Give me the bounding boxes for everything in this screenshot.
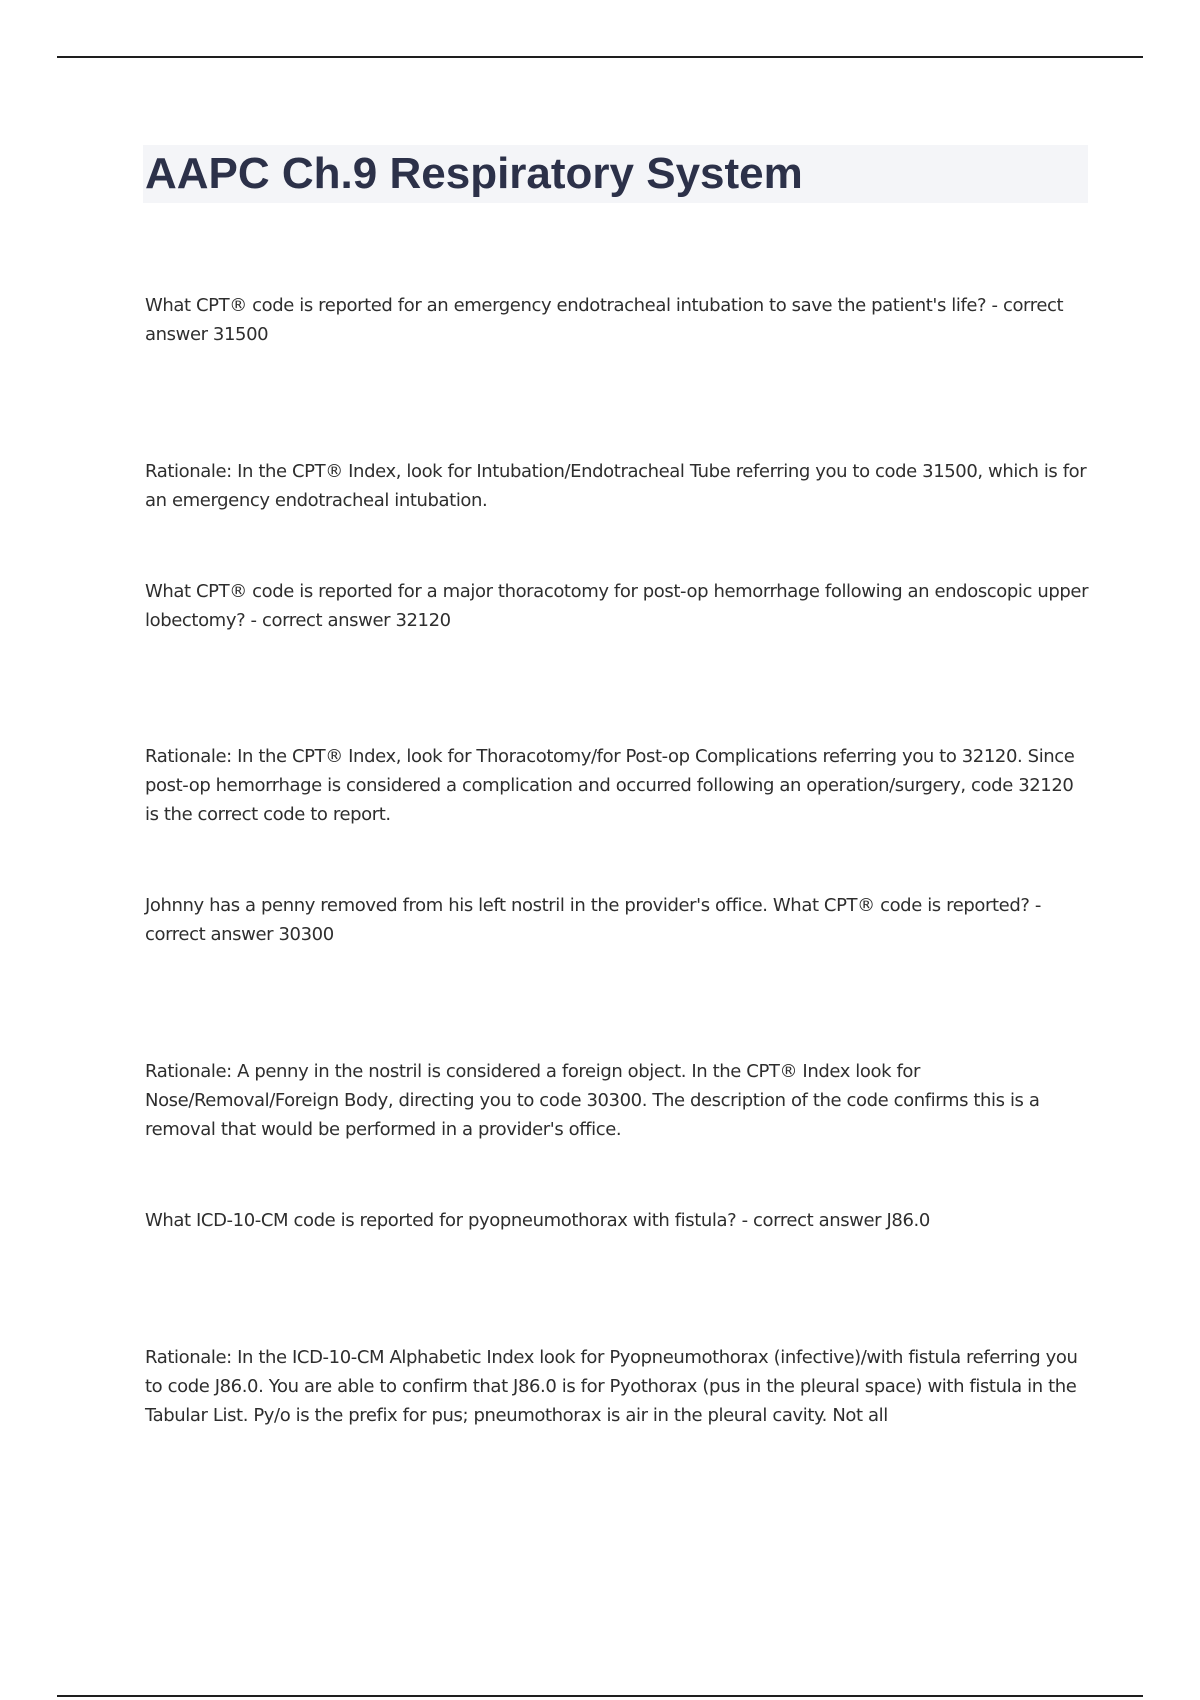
rationale-4: Rationale: In the ICD-10-CM Alphabetic Index look for Pyopneumothorax (infective)/with fistula referring you to code J86.0. You are able to confirm that J86.0 is for Pyothorax (pus in the pleural space) with fistula in the Tabular List. Py/o is the prefix for pus; pneumothorax is air in the pleural cavity. Not all [145, 1347, 1078, 1426]
question-2: What CPT® code is reported for a major thoracotomy for post-op hemorrhage following an endoscopic upper lobectomy? - correct answer 32120 [145, 581, 1089, 631]
document-title: AAPC Ch.9 Respiratory System [145, 149, 803, 198]
rationale-1: Rationale: In the CPT® Index, look for Intubation/Endotracheal Tube referring you to code 31500, which is for an emergency endotracheal intubation. [145, 461, 1087, 511]
question-1: What CPT® code is reported for an emergency endotracheal intubation to save the patient's life? - correct answer 31500 [145, 295, 1064, 345]
top-divider [57, 56, 1143, 58]
rationale-3: Rationale: A penny in the nostril is considered a foreign object. In the CPT® Index look for Nose/Removal/Foreign Body, directing you to code 30300. The description of the code confirms this is a removal that would be performed in a provider's office. [145, 1061, 1040, 1140]
question-3: Johnny has a penny removed from his left nostril in the provider's office. What CPT® code is reported? - correct answer 30300 [145, 895, 1041, 945]
bottom-divider [57, 1695, 1143, 1697]
question-4: What ICD-10-CM code is reported for pyopneumothorax with fistula? - correct answer J86.0 [145, 1210, 930, 1231]
rationale-2: Rationale: In the CPT® Index, look for Thoracotomy/for Post-op Complications referring you to 32120. Since post-op hemorrhage is considered a complication and occurred following an operation/surgery, code 32120 is the correct code to report. [145, 746, 1075, 825]
